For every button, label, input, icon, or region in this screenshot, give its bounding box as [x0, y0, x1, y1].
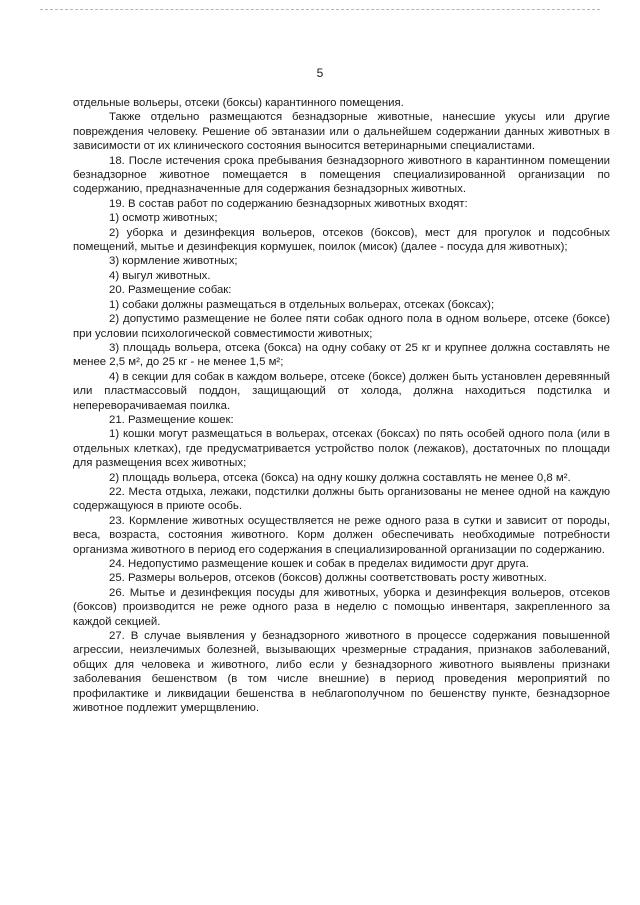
paragraph-19-item-1: 1) осмотр животных; [109, 212, 218, 225]
paragraph-21-item-1: 1) кошки могут размещаться в вольерах, отсеках (боксах) по пять особей одного пола (или в отдельных клетках), где предусматривается устройство полок (лежаков), достаточных по площади для размещения всех животных; [73, 428, 610, 470]
paragraph-19-item-3: 3) кормление животных; [109, 255, 238, 268]
paragraph-24: 24. Недопустимо размещение кошек и собак в пределах видимости друг друга. [109, 558, 529, 570]
paragraph-21-item-2: 2) площадь вольера, отсека (бокса) на одну кошку должна составлять не менее 0,8 м². [109, 471, 571, 484]
paragraph-continuation: отдельные вольеры, отсеки (боксы) карантинного помещения. [73, 97, 404, 109]
document-body [73, 96, 610, 715]
paragraph-18: 18. После истечения срока пребывания безнадзорного животного в карантинном помещении безнадзорное животное помещается в помещения специализированной организации по содержанию, предназначенные для содержания безнадзорных животных. [73, 154, 610, 196]
paragraph-19-item-4: 4) выгул животных. [109, 269, 211, 282]
paragraph-20-item-4: 4) в секции для собак в каждом вольере, отсеке (боксе) должен быть установлен деревянный или пластмассовый поддон, защищающий от холода, должна находиться подстилка и непереворачиваемая поилка. [73, 370, 610, 412]
paragraph-20-item-3: 3) площадь вольера, отсека (бокса) на одну собаку от 25 кг и крупнее должна составлять не менее 2,5 м², до 25 кг - не менее 1,5 м²; [73, 341, 610, 369]
paragraph-19-item-2: 2) уборка и дезинфекция вольеров, отсеков (боксов), мест для прогулок и подсобных помещений, мытье и дезинфекция кормушек, поилок (мисок) (далее - посуда для животных); [73, 226, 610, 254]
paragraph-19: 19. В состав работ по содержанию безнадзорных животных входят: [109, 197, 468, 210]
paragraph-20: 20. Размещение собак: [109, 284, 232, 297]
paragraph-22: 22. Места отдыха, лежаки, подстилки должны быть организованы не менее одной на каждую содержащуюся в приюте особь. [73, 485, 610, 513]
paragraph-20-item-2: 2) допустимо размещение не более пяти собак одного пола в одном вольере, отсеке (боксе) при условии психологической совместимости животных; [73, 313, 610, 340]
paragraph-25: 25. Размеры вольеров, отсеков (боксов) должны соответствовать росту животных. [109, 572, 547, 585]
paragraph-20-item-1: 1) собаки должны размещаться в отдельных вольерах, отсеках (боксах); [109, 298, 495, 311]
page-number: 5 [316, 66, 324, 80]
paragraph-21: 21. Размещение кошек: [109, 413, 234, 426]
paragraph-26: 26. Мытье и дезинфекция посуды для животных, уборка и дезинфекция вольеров, отсеков (боксов) производится не реже одного раза в неделю с помощью инвентаря, закрепленного за каждой секцией. [73, 586, 610, 628]
scan-edge-line [40, 9, 600, 10]
paragraph-23: 23. Кормление животных осуществляется не реже одного раза в сутки и зависит от породы, веса, возраста, состояния животного. Корм должен обеспечивать необходимые потребности организма животного в период его содержания в специализированной организации по содержанию. [73, 514, 610, 556]
paragraph-euthanasia: Также отдельно размещаются безнадзорные животные, нанесшие укусы или другие повреждения человеку. Решение об эвтаназии или о дальнейшем содержании данных животных в зависимости от их клинического состояния выносится ветеринарными специалистами. [73, 111, 610, 153]
paragraph-27: 27. В случае выявления у безнадзорного животного в процессе содержания повышенной агрессии, неизлечимых болезней, вызывающих чрезмерные страдания, признаков заболеваний, общих для человека и животного, либо если у безнадзорного животного выявлены признаки заболевания бешенством (в том числе внешние) в период проведения мероприятий по профилактике и ликвидации бешенства в неблагополучном по бешенству пункте, безнадзорное животное подлежит умерщвлению. [73, 630, 610, 715]
